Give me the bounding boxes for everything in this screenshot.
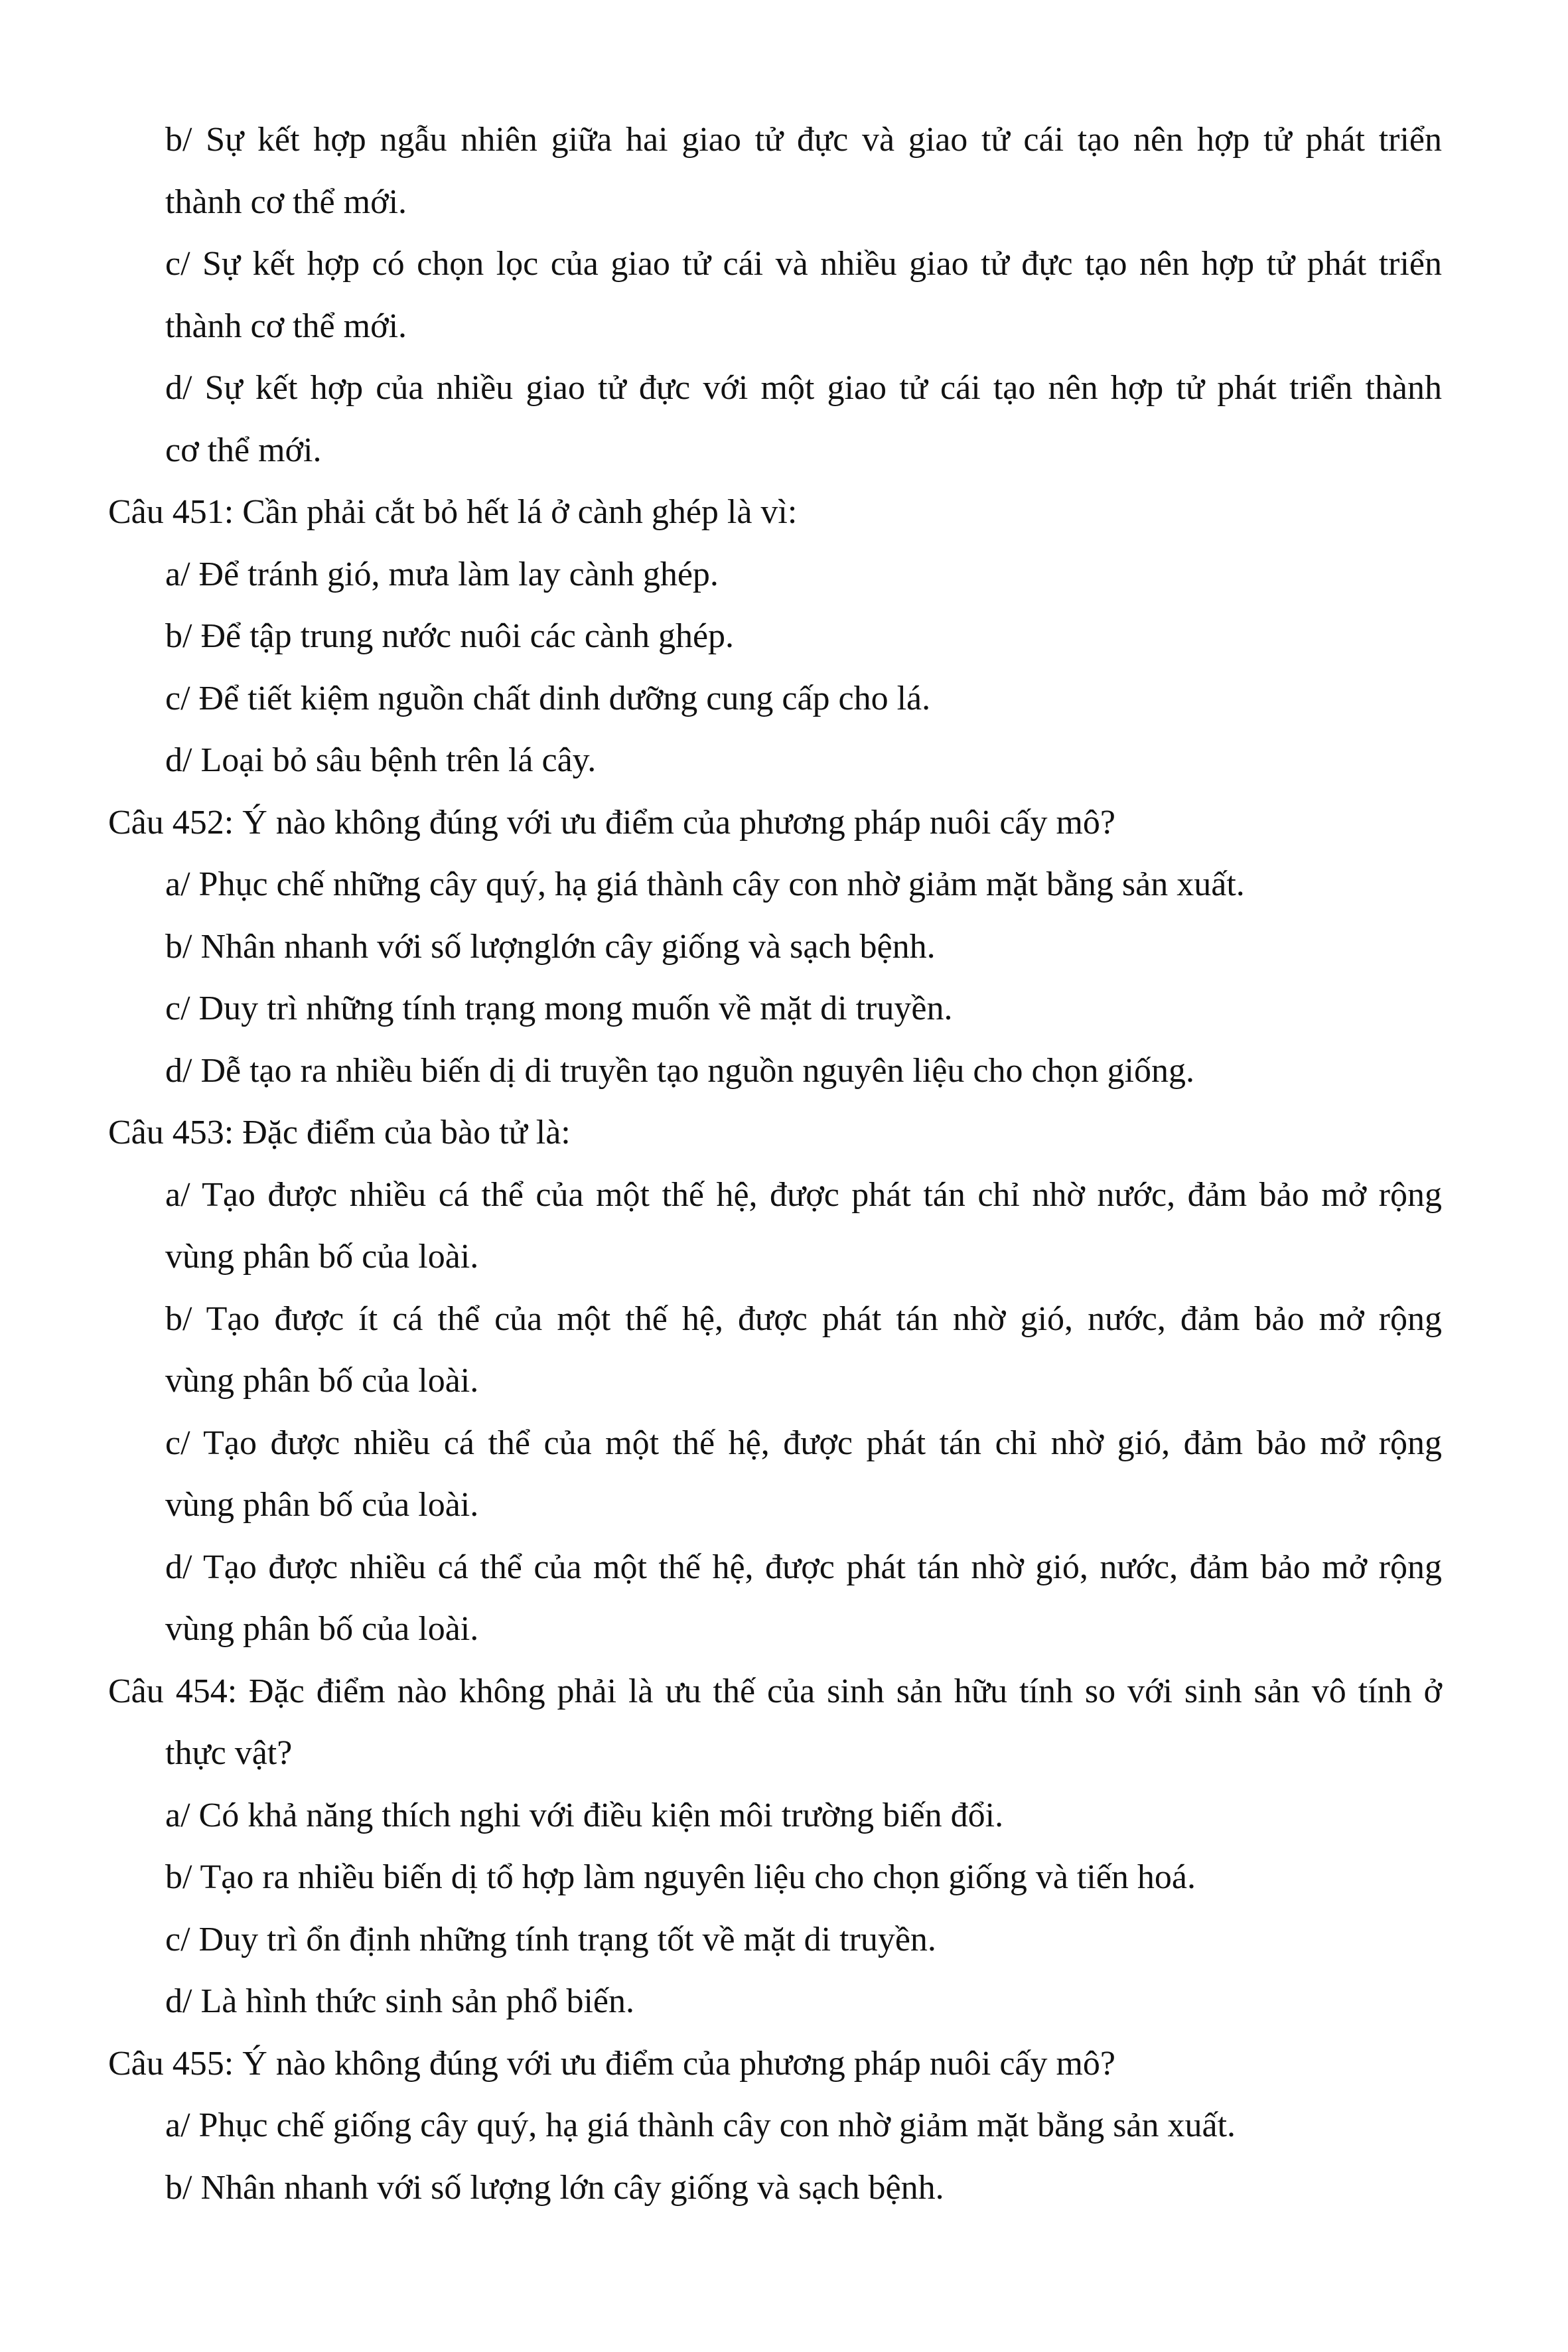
option-text: d/ Dễ tạo ra nhiều biến dị di truyền tạo nguồn nguyên liệu cho chọn giống. — [165, 1051, 1194, 1090]
option-text: c/ Để tiết kiệm nguồn chất dinh dưỡng cung cấp cho lá. — [165, 679, 931, 717]
option-c — [108, 1909, 1442, 1971]
option-text-line: vùng phân bố của loài. — [165, 1486, 479, 1524]
option-text-line: cơ thể mới. — [165, 431, 322, 469]
question-452-title — [108, 792, 1442, 854]
option-text: a/ Phục chế giống cây quý, hạ giá thành cây con nhờ giảm mặt bằng sản xuất. — [165, 2106, 1236, 2144]
question-text: Câu 452: Ý nào không đúng với ưu điểm của phương pháp nuôi cấy mô? — [108, 803, 1116, 842]
option-text-line: vùng phân bố của loài. — [165, 1362, 479, 1400]
option-b — [108, 916, 1442, 978]
option-c — [108, 233, 1442, 357]
option-text-line: d/ Tạo được nhiều cá thể của một thế hệ, được phát tán nhờ gió, nước, đảm bảo mở rộng — [165, 1548, 1442, 1586]
option-text: c/ Duy trì ổn định những tính trạng tốt về mặt di truyền. — [165, 1920, 936, 1958]
option-text-line: c/ Tạo được nhiều cá thể của một thế hệ, được phát tán chỉ nhờ gió, đảm bảo mở rộng — [165, 1424, 1442, 1462]
option-text-line: vùng phân bố của loài. — [165, 1238, 479, 1276]
question-455-title — [108, 2033, 1442, 2095]
option-text: b/ Nhân nhanh với số lượnglớn cây giống và sạch bệnh. — [165, 927, 936, 966]
option-text: a/ Phục chế những cây quý, hạ giá thành cây con nhờ giảm mặt bằng sản xuất. — [165, 865, 1245, 903]
option-text: a/ Có khả năng thích nghi với điều kiện môi trường biến đổi. — [165, 1796, 1004, 1834]
option-text-line: a/ Tạo được nhiều cá thể của một thế hệ, được phát tán chỉ nhờ nước, đảm bảo mở rộng — [165, 1175, 1442, 1214]
option-text-line: d/ Sự kết hợp của nhiều giao tử đực với một giao tử cái tạo nên hợp tử phát triển thành — [165, 369, 1442, 407]
option-text: d/ Là hình thức sinh sản phổ biến. — [165, 1982, 634, 2020]
option-d — [108, 729, 1442, 792]
option-c — [108, 1412, 1442, 1536]
option-b — [108, 1288, 1442, 1412]
option-b — [108, 605, 1442, 668]
option-text: b/ Để tập trung nước nuôi các cành ghép. — [165, 617, 735, 655]
option-a — [108, 544, 1442, 606]
option-d — [108, 1970, 1442, 2033]
option-text-line: b/ Sự kết hợp ngẫu nhiên giữa hai giao tử đực và giao tử cái tạo nên hợp tử phát triển — [165, 121, 1442, 159]
option-c — [108, 978, 1442, 1040]
option-text-line: vùng phân bố của loài. — [165, 1610, 479, 1648]
question-453-title — [108, 1102, 1442, 1164]
option-text-line: c/ Sự kết hợp có chọn lọc của giao tử cái và nhiều giao tử đực tạo nên hợp tử phát triển — [165, 245, 1442, 283]
option-a — [108, 1785, 1442, 1847]
option-d — [108, 1536, 1442, 1660]
option-a — [108, 1164, 1442, 1288]
option-a — [108, 2095, 1442, 2157]
option-text-line: thành cơ thể mới. — [165, 307, 407, 345]
option-text: c/ Duy trì những tính trạng mong muốn về mặt di truyền. — [165, 990, 953, 1027]
option-text: b/ Nhân nhanh với số lượng lớn cây giống và sạch bệnh. — [165, 2168, 944, 2207]
option-text: a/ Để tránh gió, mưa làm lay cành ghép. — [165, 555, 719, 593]
option-text: b/ Tạo ra nhiều biến dị tổ hợp làm nguyên liệu cho chọn giống và tiến hoá. — [165, 1858, 1196, 1896]
question-454-title — [108, 1660, 1442, 1785]
question-451-title — [108, 481, 1442, 544]
option-a — [108, 853, 1442, 916]
option-text: d/ Loại bỏ sâu bệnh trên lá cây. — [165, 741, 597, 779]
question-text: Câu 451: Cần phải cắt bỏ hết lá ở cành ghép là vì: — [108, 493, 798, 531]
question-list — [108, 109, 1442, 2219]
option-c — [108, 668, 1442, 730]
option-d — [108, 357, 1442, 481]
question-text: Câu 455: Ý nào không đúng với ưu điểm của phương pháp nuôi cấy mô? — [108, 2044, 1116, 2083]
option-b — [108, 1846, 1442, 1909]
question-text-line: thực vật? — [165, 1734, 293, 1772]
question-text: Câu 453: Đặc điểm của bào tử là: — [108, 1114, 571, 1151]
option-d — [108, 1040, 1442, 1102]
option-b — [108, 2157, 1442, 2219]
option-text-line: b/ Tạo được ít cá thể của một thế hệ, được phát tán nhờ gió, nước, đảm bảo mở rộng — [165, 1299, 1442, 1338]
option-text-line: thành cơ thể mới. — [165, 183, 407, 221]
option-b — [108, 109, 1442, 233]
question-text-line: Câu 454: Đặc điểm nào không phải là ưu thế của sinh sản hữu tính so với sinh sản vô tính ở — [108, 1672, 1442, 1710]
